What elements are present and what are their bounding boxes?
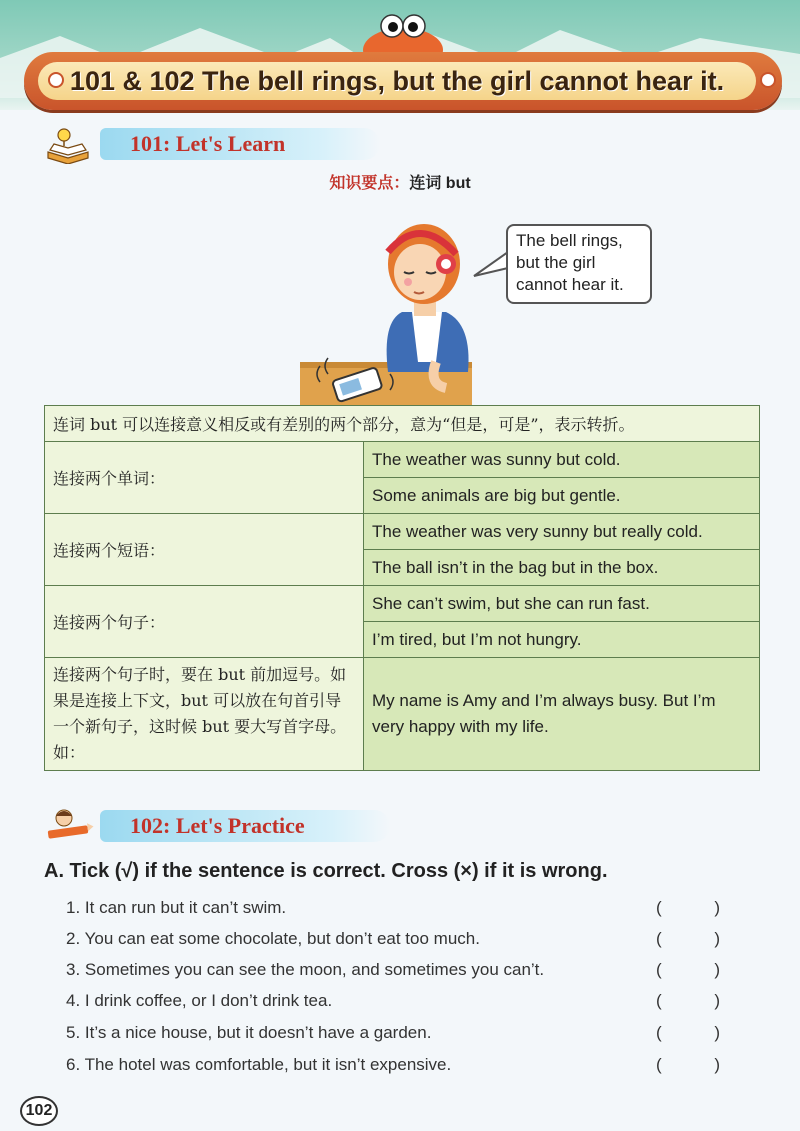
learn-heading: 101: Let's Learn	[100, 128, 380, 160]
answer-blank[interactable]: ( )	[656, 929, 745, 948]
practice-heading: 102: Let's Practice	[100, 810, 390, 842]
answer-blank[interactable]: ( )	[656, 991, 745, 1010]
answer-blank[interactable]: ( )	[656, 960, 745, 979]
grammar-table	[44, 405, 760, 771]
item-text: 6. The hotel was comfortable, but it isn’t expensive.	[66, 1055, 452, 1074]
answer-blank[interactable]: ( )	[656, 1055, 745, 1074]
list-item	[66, 991, 745, 1017]
item-text: 5. It’s a nice house, but it doesn’t have a garden.	[66, 1023, 432, 1042]
row-label-sentences: 连接两个句子：	[45, 586, 364, 658]
item-text: 4. I drink coffee, or I don’t drink tea.	[66, 991, 333, 1010]
example-cell: She can’t swim, but she can run fast.	[364, 586, 760, 622]
speech-bubble-tail	[470, 246, 510, 280]
table-row	[45, 658, 760, 771]
table-row	[45, 442, 760, 478]
example-cell: My name is Amy and I’m always busy. But I’m very happy with my life.	[364, 658, 760, 771]
table-intro: 连词 but 可以连接意义相反或有差别的两个部分，意为“但是，可是”，表示转折。	[45, 406, 760, 442]
list-item	[66, 898, 745, 924]
item-text: 3. Sometimes you can see the moon, and sometimes you can’t.	[66, 960, 545, 979]
example-cell: The weather was very sunny but really cold.	[364, 514, 760, 550]
page-title: 101 & 102 The bell rings, but the girl cannot hear it.	[69, 65, 725, 96]
example-cell: The weather was sunny but cold.	[364, 442, 760, 478]
answer-blank[interactable]: ( )	[656, 898, 745, 917]
item-text: 1. It can run but it can’t swim.	[66, 898, 287, 917]
list-item	[66, 1023, 745, 1049]
example-cell: Some animals are big but gentle.	[364, 478, 760, 514]
answer-blank[interactable]: ( )	[656, 1023, 745, 1042]
row-label-phrases: 连接两个短语：	[45, 514, 364, 586]
bubble-line-3: cannot hear it.	[516, 275, 624, 294]
bubble-line-1: The bell rings,	[516, 231, 623, 250]
example-cell: The ball isn’t in the bag but in the box.	[364, 550, 760, 586]
table-row	[45, 514, 760, 550]
key-point-value: 连词 but	[409, 175, 471, 192]
pencil-kid-icon	[44, 806, 94, 846]
item-text: 2. You can eat some chocolate, but don’t eat too much.	[66, 929, 480, 948]
table-row	[45, 586, 760, 622]
practice-instruction: A. Tick (√) if the sentence is correct. Cross (×) if it is wrong.	[44, 860, 608, 882]
bubble-line-2: but the girl	[516, 253, 596, 272]
row-label-note: 连接两个句子时，要在 but 前加逗号。如果是连接上下文，but 可以放在句首引导一个新句子，这时候 but 要大写首字母。如：	[45, 658, 364, 771]
title-banner-inner	[38, 62, 756, 100]
speech-bubble	[506, 224, 652, 304]
mascot-icon	[358, 6, 448, 58]
banner-dot-right	[760, 72, 776, 88]
girl-with-headphones-illustration	[296, 212, 476, 408]
row-label-words: 连接两个单词：	[45, 442, 364, 514]
list-item	[66, 960, 745, 986]
book-lamp-icon	[44, 128, 92, 164]
banner-dot-left	[48, 72, 64, 88]
list-item	[66, 929, 745, 955]
table-row	[45, 406, 760, 442]
key-point	[0, 170, 800, 193]
page-number: 102	[20, 1096, 58, 1126]
example-cell: I’m tired, but I’m not hungry.	[364, 622, 760, 658]
list-item	[66, 1055, 745, 1081]
key-point-label: 知识要点：	[329, 175, 410, 192]
